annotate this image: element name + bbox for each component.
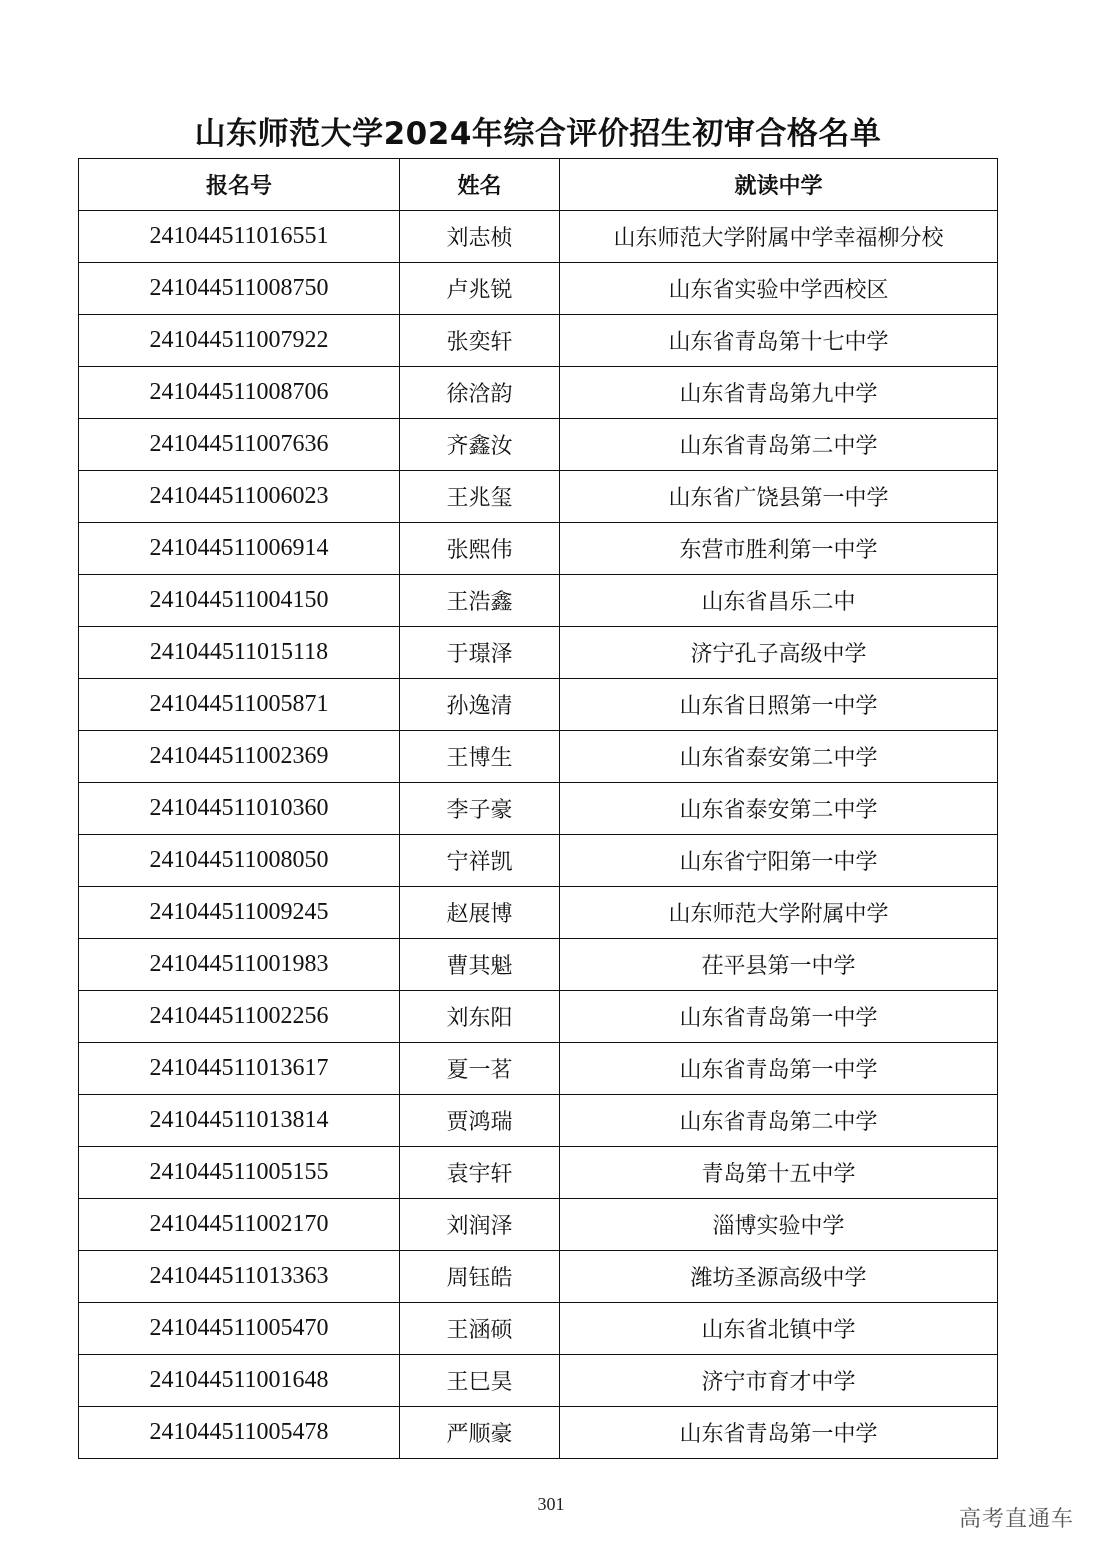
student-name-cell: 刘志桢 — [400, 211, 560, 263]
school-name-cell: 茌平县第一中学 — [560, 939, 998, 991]
header-name: 姓名 — [400, 159, 560, 211]
student-name-cell: 张奕轩 — [400, 315, 560, 367]
student-name-cell: 徐浛韵 — [400, 367, 560, 419]
registration-number-cell: 241044511001983 — [79, 939, 400, 991]
admission-list-table — [78, 158, 998, 1459]
registration-number-cell: 241044511006914 — [79, 523, 400, 575]
registration-number-cell: 241044511016551 — [79, 211, 400, 263]
table-row — [79, 887, 998, 939]
student-name-cell: 赵展博 — [400, 887, 560, 939]
registration-number-cell: 241044511007922 — [79, 315, 400, 367]
student-name-cell: 周钰皓 — [400, 1251, 560, 1303]
student-name-cell: 齐鑫汝 — [400, 419, 560, 471]
student-name-cell: 严顺豪 — [400, 1407, 560, 1459]
table-row — [79, 783, 998, 835]
registration-number-cell: 241044511002170 — [79, 1199, 400, 1251]
student-name-cell: 张熙伟 — [400, 523, 560, 575]
page-number: 301 — [537, 1494, 565, 1514]
school-name-cell: 山东省日照第一中学 — [560, 679, 998, 731]
school-name-cell: 淄博实验中学 — [560, 1199, 998, 1251]
student-name-cell: 王巳昊 — [400, 1355, 560, 1407]
registration-number-cell: 241044511002256 — [79, 991, 400, 1043]
registration-number-cell: 241044511002369 — [79, 731, 400, 783]
registration-number-cell: 241044511008750 — [79, 263, 400, 315]
student-name-cell: 袁宇轩 — [400, 1147, 560, 1199]
registration-number-cell: 241044511008706 — [79, 367, 400, 419]
school-name-cell: 山东省昌乐二中 — [560, 575, 998, 627]
table-header — [79, 159, 998, 211]
school-name-cell: 山东省北镇中学 — [560, 1303, 998, 1355]
table-row — [79, 1407, 998, 1459]
table-row — [79, 835, 998, 887]
school-name-cell: 山东省青岛第九中学 — [560, 367, 998, 419]
school-name-cell: 山东师范大学附属中学 — [560, 887, 998, 939]
registration-number-cell: 241044511013814 — [79, 1095, 400, 1147]
registration-number-cell: 241044511005871 — [79, 679, 400, 731]
table-header-row — [79, 159, 998, 211]
table-row — [79, 315, 998, 367]
table-row — [79, 575, 998, 627]
student-name-cell: 宁祥凯 — [400, 835, 560, 887]
student-name-cell: 刘东阳 — [400, 991, 560, 1043]
student-name-cell: 贾鸿瑞 — [400, 1095, 560, 1147]
student-name-cell: 孙逸清 — [400, 679, 560, 731]
header-school: 就读中学 — [560, 159, 998, 211]
registration-number-cell: 241044511009245 — [79, 887, 400, 939]
table-row — [79, 1355, 998, 1407]
student-name-cell: 刘润泽 — [400, 1199, 560, 1251]
table-row — [79, 679, 998, 731]
table-row — [79, 627, 998, 679]
table-row — [79, 1095, 998, 1147]
school-name-cell: 山东省青岛第十七中学 — [560, 315, 998, 367]
school-name-cell: 青岛第十五中学 — [560, 1147, 998, 1199]
student-name-cell: 王涵硕 — [400, 1303, 560, 1355]
registration-number-cell: 241044511010360 — [79, 783, 400, 835]
school-name-cell: 山东省青岛第二中学 — [560, 1095, 998, 1147]
registration-number-cell: 241044511004150 — [79, 575, 400, 627]
table-row — [79, 471, 998, 523]
table-row — [79, 419, 998, 471]
school-name-cell: 山东省青岛第一中学 — [560, 991, 998, 1043]
table-row — [79, 939, 998, 991]
school-name-cell: 山东省实验中学西校区 — [560, 263, 998, 315]
school-name-cell: 济宁孔子高级中学 — [560, 627, 998, 679]
header-registration-number: 报名号 — [79, 159, 400, 211]
registration-number-cell: 241044511008050 — [79, 835, 400, 887]
school-name-cell: 山东省泰安第二中学 — [560, 783, 998, 835]
table-row — [79, 1303, 998, 1355]
registration-number-cell: 241044511005155 — [79, 1147, 400, 1199]
table-row — [79, 367, 998, 419]
school-name-cell: 山东师范大学附属中学幸福柳分校 — [560, 211, 998, 263]
registration-number-cell: 241044511005470 — [79, 1303, 400, 1355]
school-name-cell: 潍坊圣源高级中学 — [560, 1251, 998, 1303]
table-row — [79, 263, 998, 315]
student-name-cell: 卢兆锐 — [400, 263, 560, 315]
student-name-cell: 于璟泽 — [400, 627, 560, 679]
document-title: 山东师范大学2024年综合评价招生初审合格名单 — [194, 116, 882, 152]
school-name-cell: 山东省宁阳第一中学 — [560, 835, 998, 887]
school-name-cell: 山东省广饶县第一中学 — [560, 471, 998, 523]
table-row — [79, 731, 998, 783]
student-name-cell: 王浩鑫 — [400, 575, 560, 627]
student-name-cell: 曹其魁 — [400, 939, 560, 991]
student-name-cell: 李子豪 — [400, 783, 560, 835]
registration-number-cell: 241044511007636 — [79, 419, 400, 471]
watermark-text: 高考直通车 — [958, 1507, 1074, 1532]
table-row — [79, 991, 998, 1043]
table-body — [79, 211, 998, 1459]
registration-number-cell: 241044511013617 — [79, 1043, 400, 1095]
table-row — [79, 1251, 998, 1303]
table-row — [79, 523, 998, 575]
registration-number-cell: 241044511001648 — [79, 1355, 400, 1407]
registration-number-cell: 241044511013363 — [79, 1251, 400, 1303]
student-name-cell: 夏一茗 — [400, 1043, 560, 1095]
school-name-cell: 东营市胜利第一中学 — [560, 523, 998, 575]
registration-number-cell: 241044511006023 — [79, 471, 400, 523]
school-name-cell: 济宁市育才中学 — [560, 1355, 998, 1407]
registration-number-cell: 241044511015118 — [79, 627, 400, 679]
student-name-cell: 王博生 — [400, 731, 560, 783]
school-name-cell: 山东省青岛第二中学 — [560, 419, 998, 471]
school-name-cell: 山东省青岛第一中学 — [560, 1407, 998, 1459]
table-row — [79, 1043, 998, 1095]
table-row — [79, 211, 998, 263]
school-name-cell: 山东省泰安第二中学 — [560, 731, 998, 783]
table-row — [79, 1147, 998, 1199]
table-row — [79, 1199, 998, 1251]
school-name-cell: 山东省青岛第一中学 — [560, 1043, 998, 1095]
registration-number-cell: 241044511005478 — [79, 1407, 400, 1459]
student-name-cell: 王兆玺 — [400, 471, 560, 523]
